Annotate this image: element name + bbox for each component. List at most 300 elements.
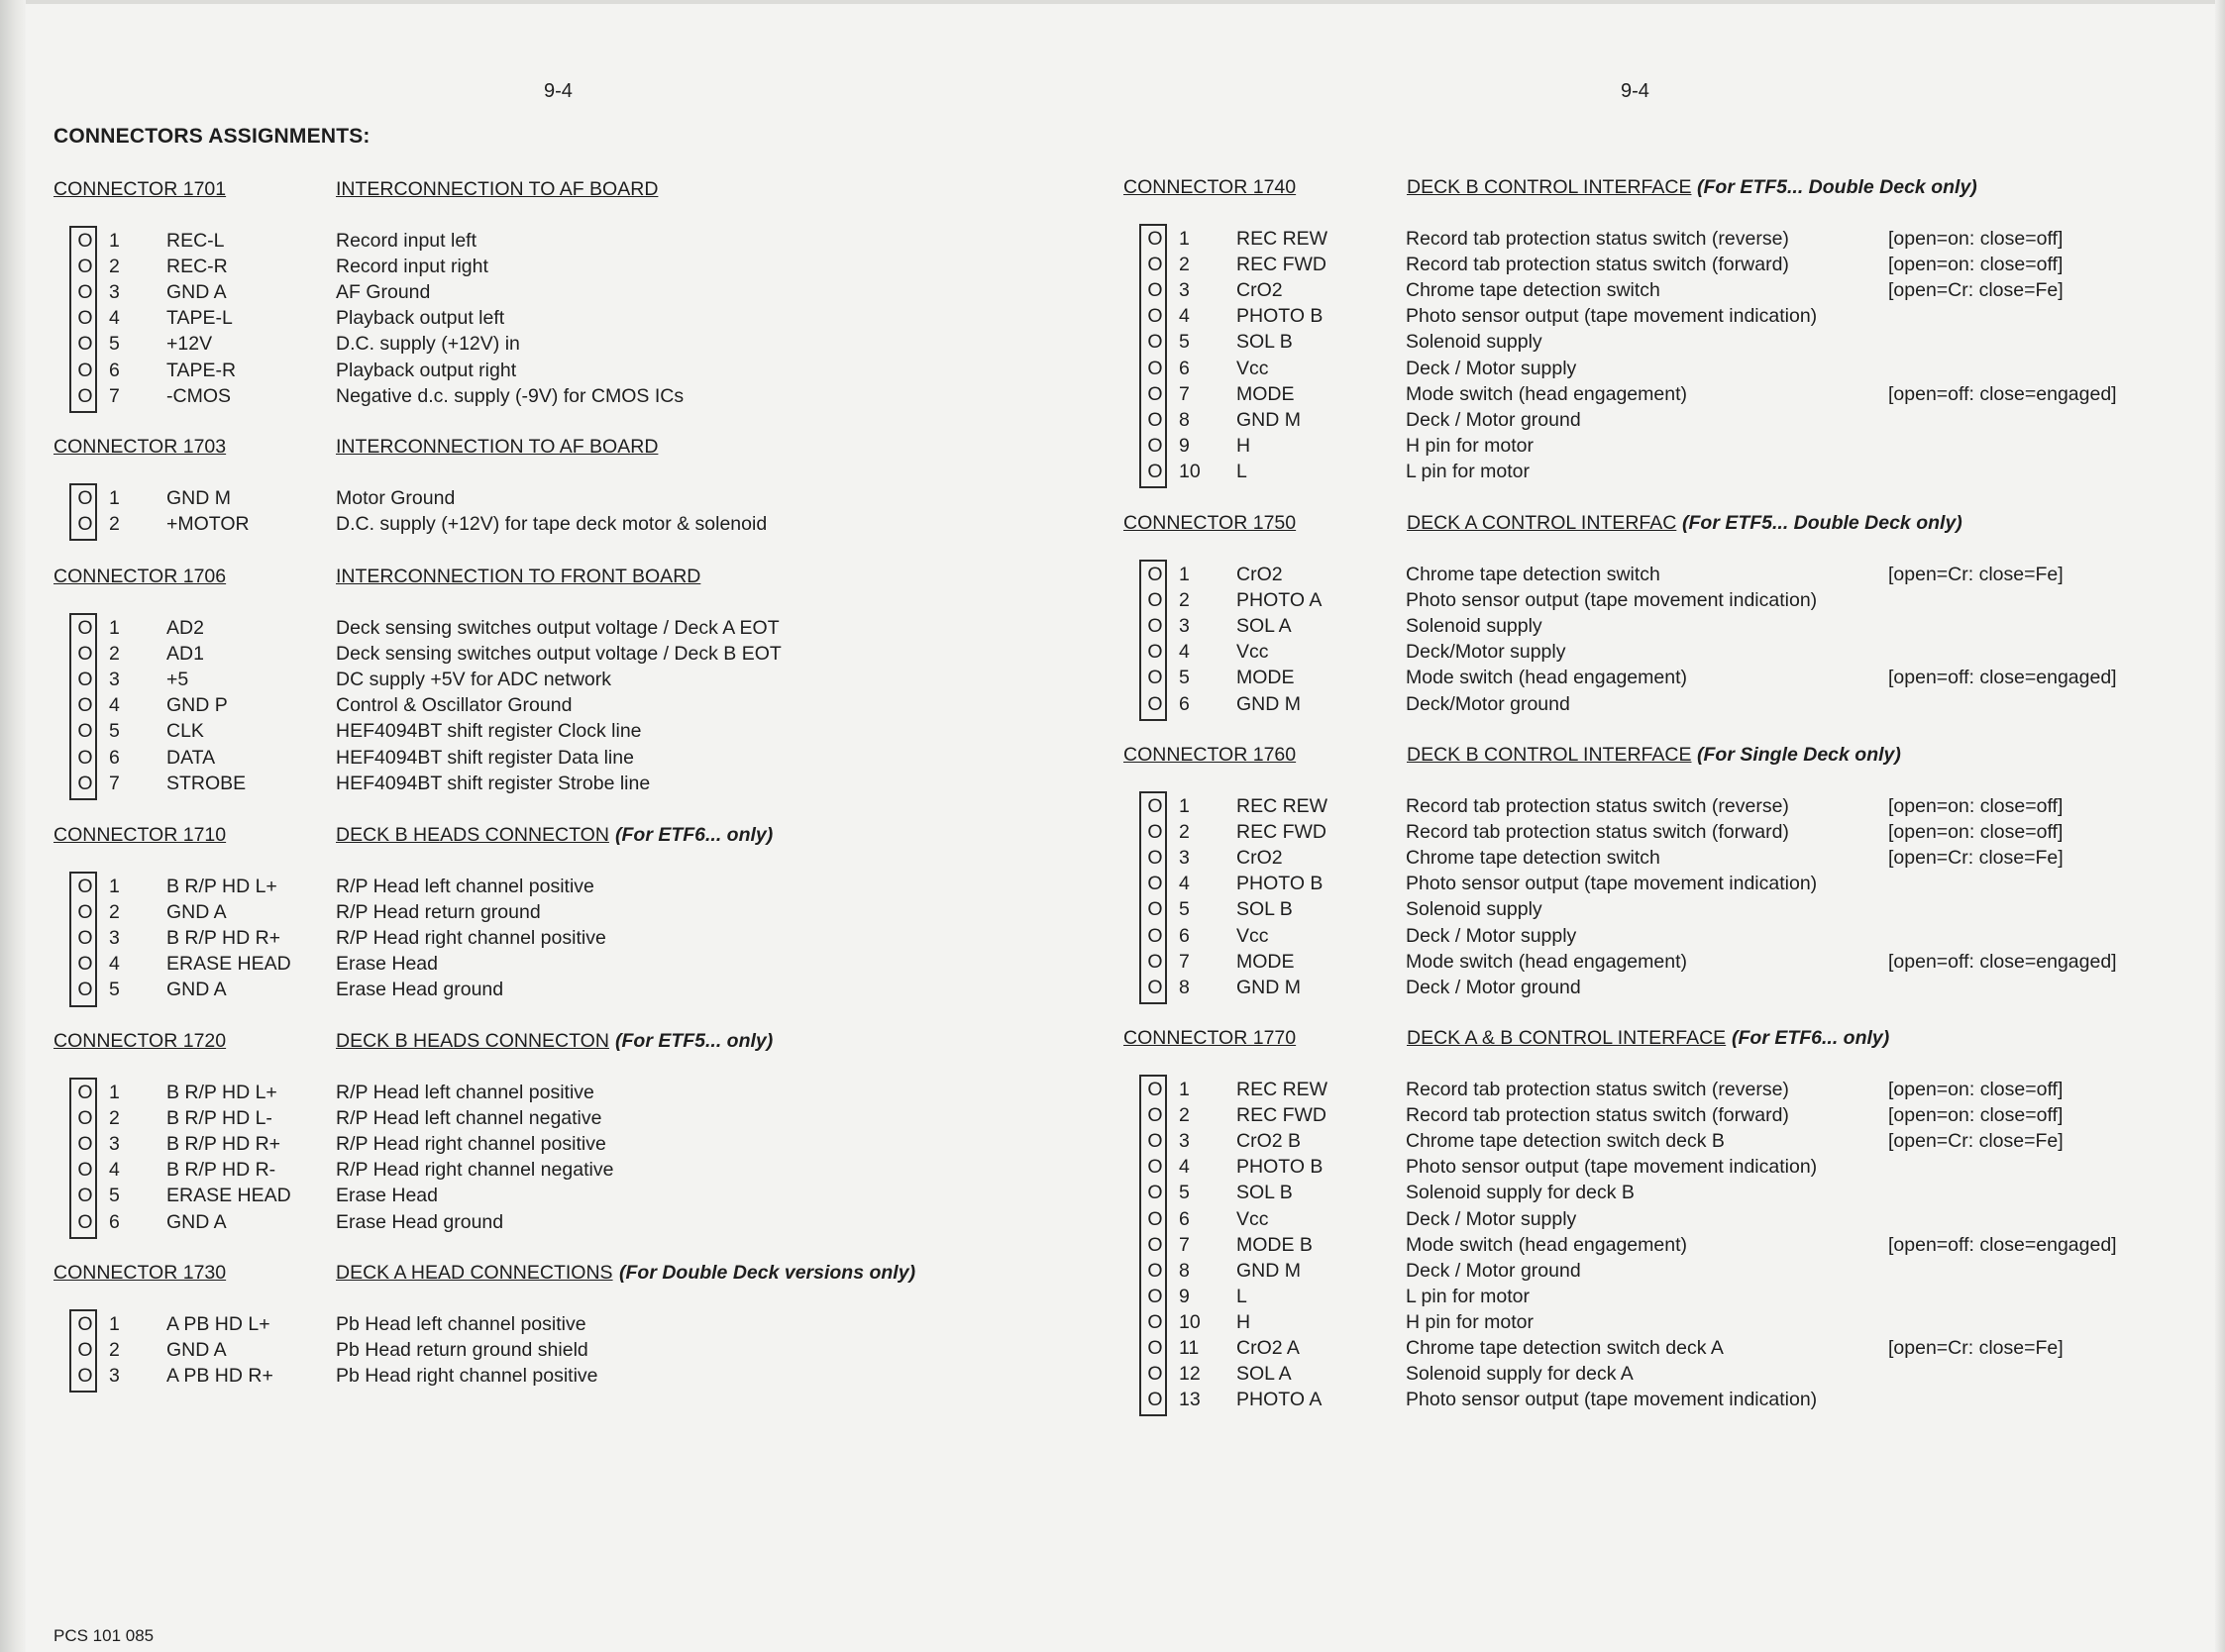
pin-signal: H [1236,1310,1251,1333]
pin-description: Deck / Motor supply [1406,1207,1577,1230]
pin-signal: SOL A [1236,1363,1292,1386]
pin-circle-icon: O [77,1365,93,1388]
pin-description: Deck/Motor ground [1406,692,1570,715]
pin-signal: CrO2 [1236,279,1283,302]
pin-signal: GND A [166,901,227,924]
pin-number: 5 [109,333,120,356]
pin-number: 8 [1179,408,1190,431]
pin-state-note: [open=on: close=off] [1888,254,2064,276]
connector-applicability-note: (For ETF6... only) [1732,1027,1890,1049]
pin-description: Pb Head left channel positive [336,1313,586,1335]
pin-description: Mode switch (head engagement) [1406,667,1687,689]
pin-signal: Vcc [1236,357,1269,379]
pin-number: 1 [1179,564,1190,585]
pin-circle-icon: O [77,1107,93,1130]
pin-circle-icon: O [77,643,93,666]
pin-number: 6 [1179,692,1190,715]
pin-description: R/P Head left channel negative [336,1107,602,1130]
pin-signal: L [1236,1285,1247,1307]
pin-signal: B R/P HD L- [166,1107,272,1130]
pin-signal: PHOTO B [1236,1156,1324,1179]
pin-circle-icon: O [1147,615,1163,638]
pin-description: Photo sensor output (tape movement indication) [1406,589,1818,612]
document-footer: PCS 101 085 [53,1626,155,1645]
pin-description: R/P Head right channel positive [336,927,606,950]
pin-number: 6 [109,1210,120,1233]
pin-circle-icon: O [77,720,93,743]
pin-number: 4 [1179,641,1190,664]
pin-description: D.C. supply (+12V) for tape deck motor & solenoid [336,513,768,536]
pin-circle-icon: O [1147,1233,1163,1256]
pin-circle-icon: O [77,230,93,252]
pin-signal: GND M [166,487,231,509]
pin-circle-icon: O [1147,331,1163,354]
pin-signal: A PB HD R+ [166,1365,273,1388]
pin-signal: DATA [166,746,216,769]
pin-signal: SOL A [1236,615,1292,638]
pin-number: 2 [109,643,120,666]
pin-signal: SOL B [1236,331,1293,354]
pin-circle-icon: O [77,487,93,509]
pin-signal: REC-R [166,256,228,278]
pin-description: HEF4094BT shift register Data line [336,746,634,769]
pin-circle-icon: O [1147,1130,1163,1153]
pin-number: 2 [109,901,120,924]
connector-name: CONNECTOR 1703 [53,436,227,458]
pin-signal: B R/P HD R+ [166,927,281,950]
pin-state-note: [open=on: close=off] [1888,228,2064,250]
pin-description: Solenoid supply [1406,898,1542,921]
pin-signal: TAPE-R [166,359,237,381]
pin-signal: REC-L [166,230,225,252]
pin-circle-icon: O [1147,1259,1163,1282]
pin-description: Mode switch (head engagement) [1406,950,1687,973]
pin-signal: Vcc [1236,1207,1269,1230]
pin-description: R/P Head right channel negative [336,1159,614,1182]
pin-description: Deck/Motor supply [1406,641,1566,664]
right-page-number: 9-4 [1621,80,1649,102]
pin-number: 1 [109,1313,120,1335]
pin-signal: GND A [166,281,227,304]
pin-description: Erase Head ground [336,1210,504,1233]
connector-name: CONNECTOR 1730 [53,1262,227,1284]
pin-circle-icon: O [77,1339,93,1362]
connector-title: INTERCONNECTION TO AF BOARD [336,436,659,458]
pin-circle-icon: O [1147,950,1163,973]
pin-description: Record input left [336,230,477,252]
pin-number: 5 [109,979,120,1001]
connector-title: DECK B HEADS CONNECTON [336,1030,609,1052]
pin-circle-icon: O [1147,279,1163,302]
pin-description: D.C. supply (+12V) in [336,333,520,356]
pin-circle-icon: O [1147,589,1163,612]
pin-number: 4 [1179,873,1190,895]
pin-description: R/P Head left channel positive [336,876,594,897]
pin-circle-icon: O [1147,821,1163,844]
pin-description: Record tab protection status switch (forward) [1406,821,1789,844]
pin-description: L pin for motor [1406,460,1530,482]
pin-number: 9 [1179,1285,1190,1307]
pin-number: 3 [109,1365,120,1388]
pin-description: Record tab protection status switch (forward) [1406,1104,1789,1127]
pin-circle-icon: O [1147,434,1163,457]
pin-description: Photo sensor output (tape movement indication) [1406,873,1818,895]
pin-circle-icon: O [77,746,93,769]
pin-circle-icon: O [77,876,93,897]
pin-number: 3 [109,927,120,950]
pin-signal: GND M [1236,976,1301,998]
pin-signal: GND M [1236,692,1301,715]
connector-name: CONNECTOR 1770 [1123,1027,1297,1049]
pin-signal: +MOTOR [166,513,250,536]
pin-number: 1 [109,230,120,252]
pin-signal: Vcc [1236,641,1269,664]
pin-description: Mode switch (head engagement) [1406,1233,1687,1256]
pin-description: Record tab protection status switch (forward) [1406,254,1789,276]
pin-number: 1 [109,487,120,509]
pin-state-note: [open=on: close=off] [1888,1079,2064,1100]
pin-number: 12 [1179,1363,1201,1386]
pin-circle-icon: O [77,1082,93,1103]
pin-signal: GND M [1236,1259,1301,1282]
pin-circle-icon: O [77,384,93,407]
pin-number: 6 [1179,357,1190,379]
pin-signal: CrO2 B [1236,1130,1302,1153]
pin-signal: A PB HD L+ [166,1313,270,1335]
pin-number: 7 [109,772,120,794]
connector-title: INTERCONNECTION TO AF BOARD [336,178,659,200]
pin-number: 4 [1179,1156,1190,1179]
pin-description: Deck / Motor supply [1406,357,1577,379]
pin-number: 5 [1179,667,1190,689]
pin-description: AF Ground [336,281,431,304]
pin-circle-icon: O [1147,1104,1163,1127]
pin-number: 5 [109,1185,120,1207]
pin-number: 4 [109,307,120,330]
pin-signal: -CMOS [166,384,231,407]
pin-signal: L [1236,460,1247,482]
pin-number: 7 [1179,382,1190,405]
connector-applicability-note: (For Single Deck only) [1697,744,1901,766]
page-top-edge [0,0,2225,4]
pin-description: H pin for motor [1406,434,1534,457]
pin-description: Pb Head right channel positive [336,1365,598,1388]
pin-circle-icon: O [1147,1285,1163,1307]
pin-circle-icon: O [1147,408,1163,431]
pin-number: 1 [1179,228,1190,250]
pin-signal: REC REW [1236,228,1328,250]
pin-circle-icon: O [1147,1207,1163,1230]
pin-description: Solenoid supply [1406,615,1542,638]
pin-circle-icon: O [1147,564,1163,585]
pin-description: Record tab protection status switch (reverse) [1406,795,1789,817]
pin-description: Photo sensor output (tape movement indication) [1406,1389,1818,1411]
pin-description: Deck / Motor ground [1406,408,1581,431]
pin-number: 9 [1179,434,1190,457]
pin-number: 13 [1179,1389,1201,1411]
pin-number: 2 [109,256,120,278]
pin-circle-icon: O [1147,228,1163,250]
connector-title: DECK A & B CONTROL INTERFACE [1407,1027,1727,1049]
pin-number: 7 [109,384,120,407]
pin-circle-icon: O [1147,305,1163,328]
pin-description: Playback output left [336,307,505,330]
connector-name: CONNECTOR 1750 [1123,512,1297,534]
pin-signal: ERASE HEAD [166,1185,291,1207]
document-title: CONNECTORS ASSIGNMENTS: [53,125,371,148]
pin-number: 11 [1179,1337,1200,1359]
pin-number: 2 [109,1107,120,1130]
pin-circle-icon: O [1147,254,1163,276]
pin-number: 4 [1179,305,1190,328]
pin-number: 3 [1179,1130,1190,1153]
pin-circle-icon: O [1147,924,1163,947]
pin-circle-icon: O [1147,795,1163,817]
pin-description: Deck sensing switches output voltage / Deck A EOT [336,617,780,639]
pin-circle-icon: O [1147,1182,1163,1204]
pin-description: Pb Head return ground shield [336,1339,588,1362]
connector-name: CONNECTOR 1740 [1123,176,1297,198]
pin-signal: REC REW [1236,795,1328,817]
pin-description: Deck / Motor ground [1406,1259,1581,1282]
connector-name: CONNECTOR 1710 [53,824,227,846]
pin-signal: MODE [1236,950,1295,973]
pin-circle-icon: O [1147,382,1163,405]
pin-signal: REC FWD [1236,254,1326,276]
pin-state-note: [open=off: close=engaged] [1888,1233,2117,1256]
pin-description: Chrome tape detection switch [1406,564,1660,585]
pin-signal: CLK [166,720,204,743]
pin-number: 1 [109,876,120,897]
pin-signal: REC REW [1236,1079,1328,1100]
pin-signal: PHOTO A [1236,1389,1323,1411]
pin-number: 4 [109,953,120,976]
pin-state-note: [open=off: close=engaged] [1888,382,2117,405]
pin-circle-icon: O [1147,1389,1163,1411]
pin-description: H pin for motor [1406,1310,1534,1333]
connector-title: DECK B CONTROL INTERFACE [1407,176,1692,198]
pin-circle-icon: O [77,1185,93,1207]
pin-description: DC supply +5V for ADC network [336,669,611,691]
connector-name: CONNECTOR 1701 [53,178,227,200]
pin-state-note: [open=on: close=off] [1888,821,2064,844]
pin-description: Negative d.c. supply (-9V) for CMOS ICs [336,384,685,407]
pin-circle-icon: O [77,256,93,278]
pin-number: 3 [109,669,120,691]
connector-title: DECK B CONTROL INTERFACE [1407,744,1692,766]
pin-signal: STROBE [166,772,247,794]
pin-description: R/P Head left channel positive [336,1082,594,1103]
pin-description: Chrome tape detection switch deck B [1406,1130,1725,1153]
pin-circle-icon: O [1147,898,1163,921]
pin-circle-icon: O [1147,1310,1163,1333]
pin-state-note: [open=Cr: close=Fe] [1888,847,2064,870]
pin-signal: B R/P HD R+ [166,1133,281,1156]
pin-description: Solenoid supply for deck A [1406,1363,1634,1386]
pin-description: Record tab protection status switch (reverse) [1406,1079,1789,1100]
pin-circle-icon: O [1147,1337,1163,1359]
page-left-edge [0,0,26,1652]
pin-description: HEF4094BT shift register Strobe line [336,772,651,794]
connector-applicability-note: (For ETF5... Double Deck only) [1682,512,1962,534]
connector-applicability-note: (For ETF5... only) [615,1030,774,1052]
pin-description: Photo sensor output (tape movement indication) [1406,1156,1818,1179]
pin-circle-icon: O [77,772,93,794]
pin-number: 6 [1179,924,1190,947]
pin-signal: SOL B [1236,898,1293,921]
connector-title: INTERCONNECTION TO FRONT BOARD [336,566,701,587]
pin-signal: H [1236,434,1251,457]
pin-circle-icon: O [77,953,93,976]
pin-signal: GND A [166,1339,227,1362]
pin-circle-icon: O [77,333,93,356]
pin-circle-icon: O [1147,1156,1163,1179]
pin-number: 1 [109,617,120,639]
pin-description: Solenoid supply [1406,331,1542,354]
pin-number: 2 [1179,1104,1190,1127]
pin-description: Playback output right [336,359,517,381]
pin-signal: B R/P HD L+ [166,1082,277,1103]
pin-number: 4 [109,694,120,717]
pin-description: Chrome tape detection switch [1406,279,1660,302]
pin-signal: REC FWD [1236,821,1326,844]
pin-signal: MODE [1236,382,1295,405]
pin-number: 2 [109,1339,120,1362]
pin-description: Erase Head ground [336,979,504,1001]
pin-description: Mode switch (head engagement) [1406,382,1687,405]
pin-circle-icon: O [77,281,93,304]
pin-signal: AD1 [166,643,204,666]
pin-number: 1 [1179,1079,1190,1100]
pin-signal: CrO2 A [1236,1337,1300,1359]
pin-circle-icon: O [77,1133,93,1156]
pin-circle-icon: O [1147,1079,1163,1100]
pin-number: 2 [1179,254,1190,276]
pin-number: 7 [1179,950,1190,973]
pin-number: 4 [109,1159,120,1182]
pin-number: 1 [1179,795,1190,817]
connector-applicability-note: (For ETF5... Double Deck only) [1697,176,1977,198]
pin-circle-icon: O [77,513,93,536]
pin-description: Control & Oscillator Ground [336,694,573,717]
pin-circle-icon: O [1147,357,1163,379]
pin-circle-icon: O [1147,847,1163,870]
connector-name: CONNECTOR 1706 [53,566,227,587]
pin-state-note: [open=off: close=engaged] [1888,950,2117,973]
pin-circle-icon: O [77,979,93,1001]
pin-number: 5 [1179,898,1190,921]
pin-circle-icon: O [1147,692,1163,715]
connector-name: CONNECTOR 1720 [53,1030,227,1052]
pin-state-note: [open=off: close=engaged] [1888,667,2117,689]
pin-circle-icon: O [1147,641,1163,664]
pin-circle-icon: O [1147,667,1163,689]
pin-state-note: [open=Cr: close=Fe] [1888,279,2064,302]
pin-signal: CrO2 [1236,564,1283,585]
pin-number: 5 [1179,1182,1190,1204]
pin-signal: GND P [166,694,228,717]
pin-description: Record input right [336,256,488,278]
connector-title: DECK A CONTROL INTERFAC [1407,512,1677,534]
pin-circle-icon: O [77,1159,93,1182]
connector-applicability-note: (For ETF6... only) [615,824,774,846]
pin-circle-icon: O [1147,460,1163,482]
pin-number: 3 [109,281,120,304]
pin-number: 10 [1179,460,1201,482]
connector-name: CONNECTOR 1760 [1123,744,1297,766]
pin-circle-icon: O [77,307,93,330]
connector-applicability-note: (For Double Deck versions only) [619,1262,916,1284]
pin-signal: GND A [166,1210,227,1233]
pin-number: 6 [109,359,120,381]
pin-signal: TAPE-L [166,307,233,330]
pin-description: Erase Head [336,953,438,976]
pin-signal: PHOTO B [1236,305,1324,328]
pin-signal: PHOTO B [1236,873,1324,895]
pin-signal: +12V [166,333,213,356]
pin-description: Erase Head [336,1185,438,1207]
pin-number: 8 [1179,1259,1190,1282]
pin-number: 1 [109,1082,120,1103]
pin-description: HEF4094BT shift register Clock line [336,720,642,743]
pin-state-note: [open=Cr: close=Fe] [1888,1130,2064,1153]
pin-number: 3 [1179,847,1190,870]
pin-number: 6 [1179,1207,1190,1230]
pin-circle-icon: O [1147,976,1163,998]
pin-circle-icon: O [77,927,93,950]
pin-state-note: [open=Cr: close=Fe] [1888,564,2064,585]
pin-number: 5 [1179,331,1190,354]
pin-signal: PHOTO A [1236,589,1323,612]
pin-description: R/P Head right channel positive [336,1133,606,1156]
pin-state-note: [open=on: close=off] [1888,1104,2064,1127]
pin-description: Motor Ground [336,487,456,509]
pin-circle-icon: O [1147,873,1163,895]
pin-signal: REC FWD [1236,1104,1326,1127]
pin-signal: B R/P HD L+ [166,876,277,897]
pin-number: 10 [1179,1310,1201,1333]
pin-signal: GND M [1236,408,1301,431]
pin-number: 5 [109,720,120,743]
pin-number: 2 [1179,821,1190,844]
pin-number: 3 [1179,279,1190,302]
pin-description: Record tab protection status switch (reverse) [1406,228,1789,250]
pin-circle-icon: O [77,1313,93,1335]
pin-signal: ERASE HEAD [166,953,291,976]
pin-description: Chrome tape detection switch [1406,847,1660,870]
pin-state-note: [open=Cr: close=Fe] [1888,1337,2064,1359]
left-page-number: 9-4 [544,80,573,102]
pin-signal: +5 [166,669,189,691]
pin-number: 7 [1179,1233,1190,1256]
pin-description: Deck / Motor supply [1406,924,1577,947]
pin-signal: CrO2 [1236,847,1283,870]
pin-signal: AD2 [166,617,204,639]
connector-title: DECK A HEAD CONNECTIONS [336,1262,613,1284]
page-right-edge [2215,0,2225,1652]
pin-number: 3 [109,1133,120,1156]
pin-number: 3 [1179,615,1190,638]
pin-circle-icon: O [77,694,93,717]
pin-circle-icon: O [77,1210,93,1233]
pin-number: 2 [1179,589,1190,612]
pin-state-note: [open=on: close=off] [1888,795,2064,817]
pin-description: Deck / Motor ground [1406,976,1581,998]
pin-number: 8 [1179,976,1190,998]
pin-signal: MODE B [1236,1233,1313,1256]
pin-circle-icon: O [77,669,93,691]
pin-circle-icon: O [77,359,93,381]
